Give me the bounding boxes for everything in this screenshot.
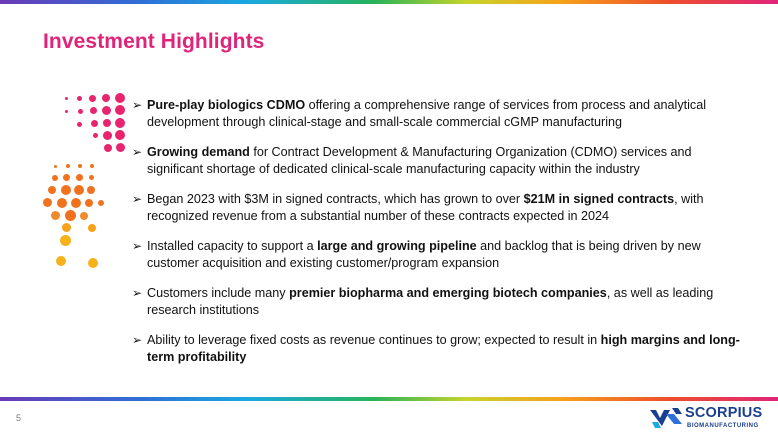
highlight-item: ➢ Ability to leverage fixed costs as revenue continues to grow; expected to result in high margins and long-term profitability xyxy=(132,333,740,364)
highlight-item: ➢ Customers include many premier biopharma and emerging biotech companies, as well as leading research institutions xyxy=(132,286,714,317)
bottom-rainbow-bar xyxy=(0,397,778,401)
logo-subtitle: BIOMANUFACTURING xyxy=(687,423,759,429)
highlight-item: ➢ Began 2023 with $3M in signed contracts, which has grown to over $21M in signed contracts, with recognized revenue from a substantial number of these contracts expected in 2024 xyxy=(132,192,704,223)
logo-wordmark: SCORPIUS xyxy=(685,405,763,421)
page-number: 5 xyxy=(16,413,22,423)
scorpius-emblem-icon xyxy=(648,406,684,432)
arrowhead-bullet-icon: ➢ xyxy=(132,145,143,159)
arrowhead-bullet-icon: ➢ xyxy=(132,98,143,112)
highlight-item: ➢ Pure-play biologics CDMO offering a comprehensive range of services from process and analytical development through clinical-stage and small-scale commercial cGMP manufacturing xyxy=(132,98,707,129)
arrowhead-bullet-icon: ➢ xyxy=(132,192,143,206)
top-rainbow-bar xyxy=(0,0,778,4)
highlight-item: ➢ Installed capacity to support a large and growing pipeline and backlog that is being driven by new customer acquisition and existing customer/program expansion xyxy=(132,239,701,270)
arrowhead-bullet-icon: ➢ xyxy=(132,286,143,300)
arrowhead-bullet-icon: ➢ xyxy=(132,333,143,347)
page-title: Investment Highlights xyxy=(43,30,265,53)
highlights-list xyxy=(132,97,742,379)
scorpius-logo xyxy=(648,404,770,434)
decorative-dot-pattern xyxy=(40,90,143,280)
highlight-item: ➢ Growing demand for Contract Development & Manufacturing Organization (CDMO) services and significant shortage of dedicated clinical-scale manufacturing capacity within the industry xyxy=(132,145,692,176)
arrowhead-bullet-icon: ➢ xyxy=(132,239,143,253)
